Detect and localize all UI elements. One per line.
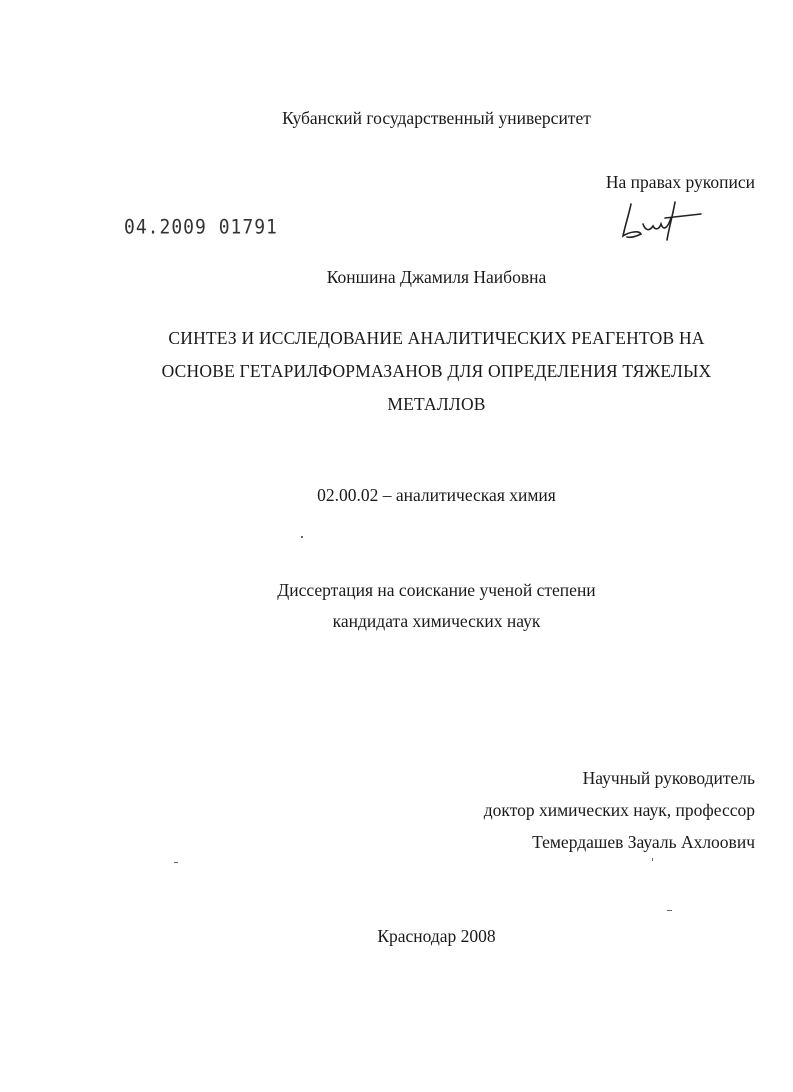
supervisor-degree: доктор химических наук, профессор [483, 800, 755, 820]
scan-speck [667, 910, 672, 911]
scan-speck [301, 536, 303, 538]
dissertation-title-line-1: СИНТЕЗ И ИССЛЕДОВАНИЕ АНАЛИТИЧЕСКИХ РЕАГЕНТОВ НА [168, 328, 705, 348]
degree-line-1: Диссертация на соискание ученой степени [277, 580, 596, 600]
handwritten-signature [617, 196, 707, 244]
city-year: Краснодар 2008 [377, 926, 496, 946]
dissertation-title-line-3: МЕТАЛЛОВ [387, 394, 486, 414]
scan-speck [174, 862, 178, 863]
scan-speck [652, 858, 653, 861]
manuscript-rights-note: На правах рукописи [605, 172, 755, 192]
supervisor-label: Научный руководитель [582, 768, 755, 788]
supervisor-name: Темердашев Зауаль Ахлоович [532, 832, 755, 852]
degree-line-2: кандидата химических наук [332, 611, 541, 631]
author-name: Коншина Джамиля Наибовна [326, 267, 547, 287]
inventory-stamp-number: 04.2009 01791 [124, 215, 278, 240]
dissertation-title-line-2: ОСНОВЕ ГЕТАРИЛФОРМАЗАНОВ ДЛЯ ОПРЕДЕЛЕНИЯ ТЯЖЕЛЫХ [161, 361, 712, 381]
specialty-code: 02.00.02 – аналитическая химия [317, 485, 556, 505]
university-name: Кубанский государственный университет [282, 108, 591, 128]
